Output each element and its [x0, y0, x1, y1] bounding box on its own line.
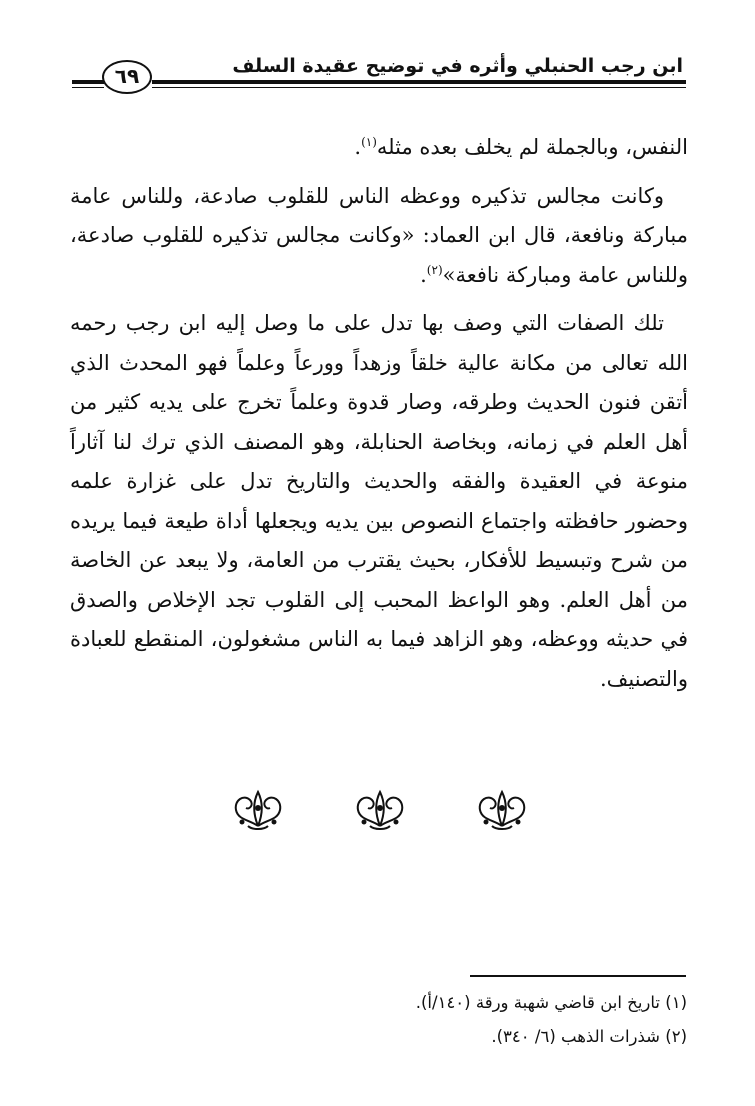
footnotes — [127, 986, 687, 1054]
floral-ornament-icon — [230, 786, 286, 832]
footnote-ref-1[interactable]: (١) — [361, 135, 377, 149]
footnote-ref-2[interactable]: (٢) — [426, 262, 443, 277]
footnote-2: (٢) شذرات الذهب (٦/ ٣٤٠). — [491, 1027, 687, 1046]
floral-ornament-icon — [352, 786, 408, 832]
header-rule-left-thin — [72, 87, 104, 88]
section-divider-ornaments — [230, 786, 530, 836]
header-rule-left-thick — [72, 80, 104, 84]
running-head-title: ابن رجب الحنبلي وأثره في توضيح عقيدة السلف — [232, 55, 683, 77]
footnote-separator — [470, 975, 686, 977]
paragraph-2: وكانت مجالس تذكيره ووعظه الناس للقلوب صادعة، وللناس عامة مباركة ونافعة، قال ابن العماد: «وكانت مجالس تذكيره للقلوب صادعة، وللناس عامة ومباركة نافعة»$^{(٢)}$. — [70, 183, 688, 287]
paragraph-3: تلك الصفات التي وصف بها تدل على ما وصل إليه ابن رجب رحمه الله تعالى من مكانة عالية خلقاً وزهداً وورعاً وعلماً فهو المحدث الذي أتقن فنون الحديث وطرقه، وصار قدوة وعلماً تخرج على يديه كثير من أهل العلم في زمانه، وبخاصة الحنابلة، وهو المصنف الذي ترك لنا آثاراً منوعة في العقيدة والفقه والحديث والتاريخ تدل على غزارة علمه وحضور حافظته واجتماع النصوص بين يديه ويجعلها أداة طيعة فيما يريده من شرح وتبسيط للأفكار، بحيث يقترب من العامة، ولا يبعد عن الخاصة من أهل العلم. وهو الواعظ المحبب إلى القلوب تجد الإخلاص والصدق في حديثه ووعظه، وهو الزاهد فيما به الناس مشغولون، المنقطع للعبادة والتصنيف. — [70, 311, 688, 691]
footnote-1: (١) تاريخ ابن قاضي شهبة ورقة (١٤٠/أ). — [415, 993, 687, 1012]
header-rule-thin — [152, 87, 686, 88]
floral-ornament-icon — [474, 786, 530, 832]
paragraph-1: النفس، وبالجملة لم يخلف بعده مثله$^{(١)}$. — [354, 135, 688, 159]
header-rule-thick — [152, 80, 686, 84]
page-number: ٦٩ — [102, 60, 152, 94]
main-text — [70, 128, 688, 699]
